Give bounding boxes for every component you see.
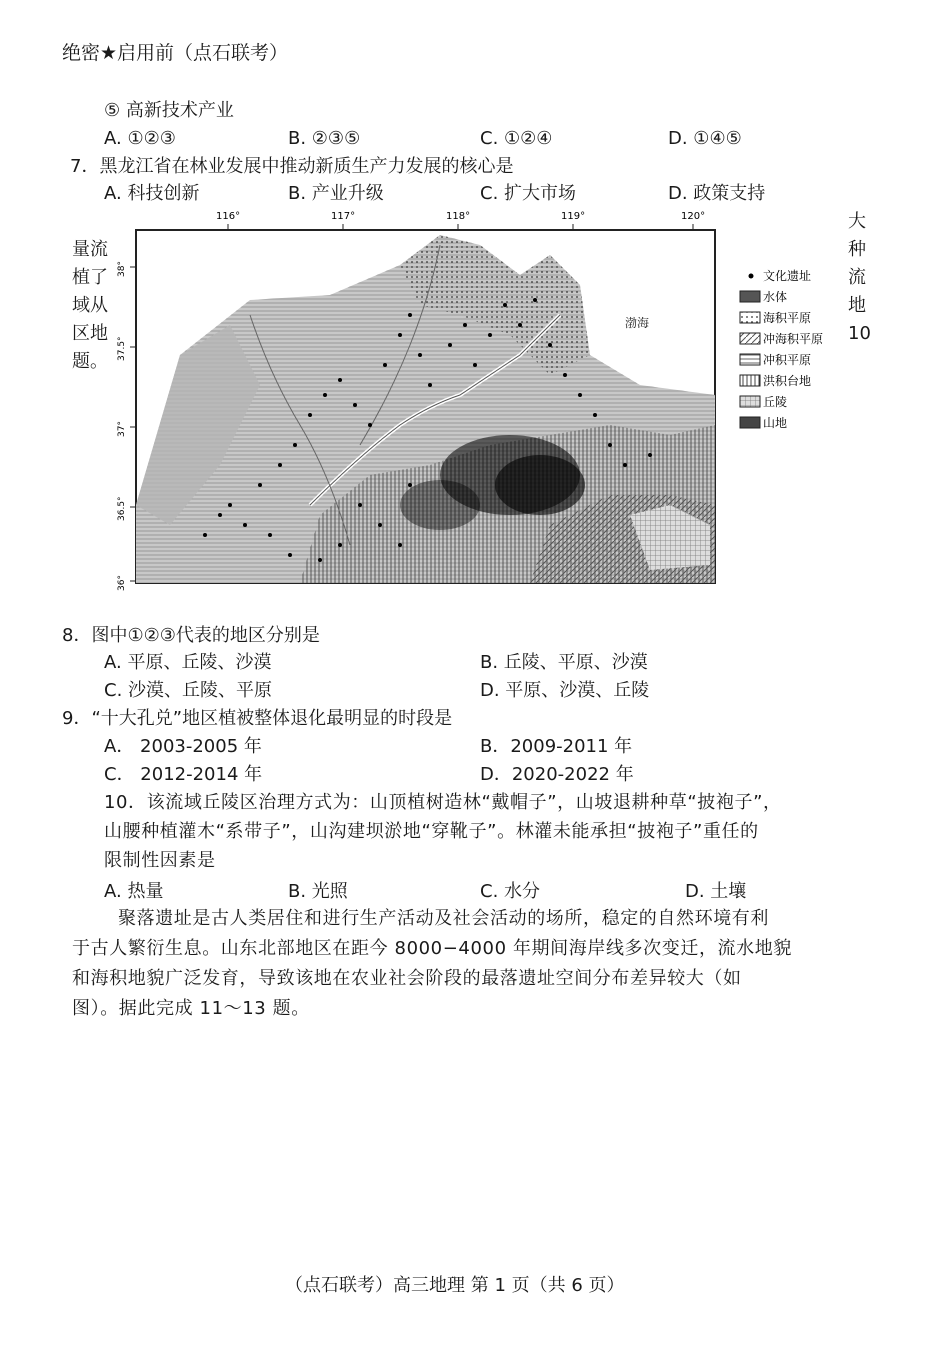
q8-option-b: B. 丘陵、平原、沙漠 bbox=[480, 652, 648, 673]
q6-option-b: B. ②③⑤ bbox=[288, 128, 361, 149]
q8-option-a: A. 平原、丘陵、沙漠 bbox=[104, 652, 272, 673]
legend-swatch-water bbox=[740, 291, 760, 302]
q9-option-c: C． 2012-2014 年 bbox=[104, 764, 263, 785]
q10-stem-line: 山腰种植灌木“系带子”，山沟建坝淤地“穿靴子”。林灌未能承担“披袍子”重任的 bbox=[104, 821, 759, 842]
passage-line: 于古人繁衍生息。山东北部地区在距今 8000−4000 年期间海岸线多次变迁，流水地貌 bbox=[72, 938, 792, 959]
legend-label: 山地 bbox=[763, 416, 788, 430]
occluded-text-left: 植了 bbox=[72, 267, 108, 288]
q7-option-b: B. 产业升级 bbox=[288, 183, 384, 204]
legend-label: 海积平原 bbox=[763, 311, 812, 325]
q9-stem: 9．“十大孔兑”地区植被整体退化最明显的时段是 bbox=[62, 708, 453, 729]
passage-line: 聚落遗址是古人类居住和进行生产活动及社会活动的场所，稳定的自然环境有利 bbox=[118, 908, 769, 929]
lon-label: 116° bbox=[216, 211, 241, 222]
lon-label: 117° bbox=[331, 211, 356, 222]
legend-swatch-alluvial-marine bbox=[740, 333, 760, 344]
page-footer: （点石联考）高三地理 第 1 页（共 6 页） bbox=[285, 1275, 625, 1296]
q8-option-d: D. 平原、沙漠、丘陵 bbox=[480, 680, 650, 701]
passage-line: 图）。据此完成 11～13 题。 bbox=[72, 998, 310, 1019]
occluded-text-right: 大 bbox=[848, 211, 866, 232]
exam-header: 绝密★启用前（点石联考） bbox=[62, 42, 289, 64]
q10-option-c: C. 水分 bbox=[480, 881, 541, 902]
occluded-text-right: 种 bbox=[848, 239, 866, 260]
lat-label: 37° bbox=[117, 421, 127, 437]
q6-item-5: ⑤ 高新技术产业 bbox=[104, 100, 234, 121]
q9-option-a: A． 2003-2005 年 bbox=[104, 736, 262, 757]
legend-swatch-alluvial bbox=[740, 354, 760, 365]
q9-option-d: D．2020-2022 年 bbox=[480, 764, 634, 785]
q10-option-b: B. 光照 bbox=[288, 881, 348, 902]
occluded-text-left: 域从 bbox=[72, 295, 108, 316]
legend-site-symbol bbox=[749, 274, 754, 279]
legend-label: 冲积平原 bbox=[763, 353, 812, 367]
q7-option-c: C. 扩大市场 bbox=[480, 183, 577, 204]
q7-stem: 7．黑龙江省在林业发展中推动新质生产力发展的核心是 bbox=[70, 156, 514, 177]
q8-option-c: C. 沙漠、丘陵、平原 bbox=[104, 680, 273, 701]
q8-stem: 8．图中①②③代表的地区分别是 bbox=[62, 625, 320, 646]
lat-label: 38° bbox=[117, 261, 127, 277]
legend-swatch-hill bbox=[740, 396, 760, 407]
q9-option-b: B．2009-2011 年 bbox=[480, 736, 633, 757]
occluded-text-left: 量流 bbox=[72, 239, 108, 260]
legend-swatch-marine bbox=[740, 312, 760, 323]
q6-option-d: D. ①④⑤ bbox=[668, 128, 742, 149]
q10-stem-line: 限制性因素是 bbox=[104, 850, 216, 871]
q10-stem-line: 10．该流域丘陵区治理方式为：山顶植树造林“戴帽子”，山坡退耕种草“披袍子”， bbox=[104, 792, 782, 813]
map-legend bbox=[740, 268, 823, 430]
q7-option-a: A. 科技创新 bbox=[104, 183, 200, 204]
occluded-text-right: 流 bbox=[848, 267, 866, 288]
occluded-text-right: 10 bbox=[848, 323, 871, 344]
legend-swatch-terrace bbox=[740, 375, 760, 386]
q6-option-c: C. ①②④ bbox=[480, 128, 553, 149]
legend-label: 文化遗址 bbox=[763, 269, 812, 283]
lon-label: 118° bbox=[446, 211, 471, 222]
passage-line: 和海积地貌广泛发育，导致该地在农业社会阶段的最落遗址空间分布差异较大（如 bbox=[72, 968, 742, 989]
lat-label: 36° bbox=[117, 575, 127, 591]
lat-label: 36.5° bbox=[117, 496, 127, 521]
legend-label: 洪积台地 bbox=[763, 374, 812, 388]
occluded-text-right: 地 bbox=[848, 295, 866, 316]
legend-label: 冲海积平原 bbox=[763, 332, 824, 346]
lon-label: 119° bbox=[561, 211, 586, 222]
settlement-site-map bbox=[110, 205, 840, 600]
legend-swatch-mountain bbox=[740, 417, 760, 428]
occluded-text-left: 题。 bbox=[72, 351, 108, 372]
q10-option-a: A. 热量 bbox=[104, 881, 164, 902]
occluded-text-left: 区地 bbox=[72, 323, 108, 344]
q10-option-d: D. 土壤 bbox=[685, 881, 747, 902]
lat-label: 37.5° bbox=[117, 336, 127, 361]
legend-label: 丘陵 bbox=[763, 395, 788, 409]
legend-label: 水体 bbox=[763, 290, 788, 304]
q6-option-a: A. ①②③ bbox=[104, 128, 176, 149]
lon-label: 120° bbox=[681, 211, 706, 222]
sea-label: 渤海 bbox=[625, 316, 650, 330]
q7-option-d: D. 政策支持 bbox=[668, 183, 766, 204]
